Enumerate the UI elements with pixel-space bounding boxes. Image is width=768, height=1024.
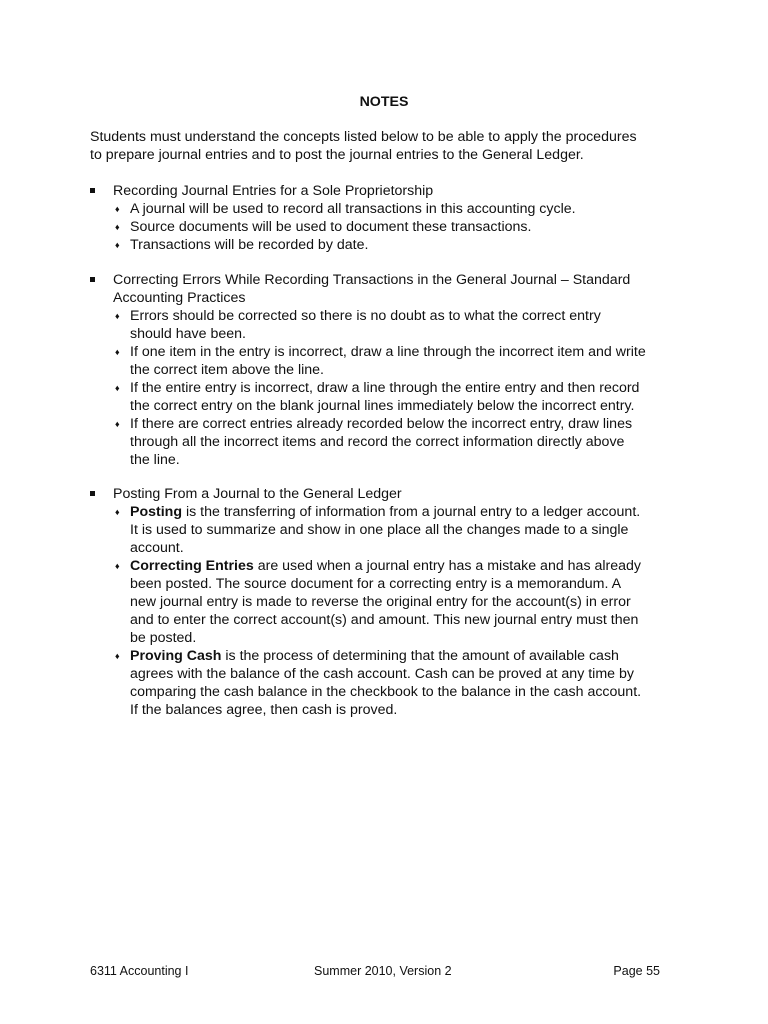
diamond-bullet-icon: ♦: [115, 240, 120, 250]
diamond-bullet-icon: ♦: [115, 651, 120, 661]
diamond-bullet-icon: ♦: [115, 204, 120, 214]
list-item: ♦ A journal will be used to record all transactions in this accounting cycle.: [115, 201, 576, 217]
list-item: ♦ Proving Cash is the process of determining that the amount of available cash agrees with the balance of the cash account. Cash can be proved at any time by comparing the cash balance in the checkbook to the balance in the cash account. If the balances agree, then cash is proved.: [115, 648, 642, 718]
list-item: ♦ Transactions will be recorded by date.: [115, 237, 369, 253]
diamond-bullet-icon: ♦: [115, 222, 120, 232]
term-correcting-entries: Correcting Entries: [130, 558, 254, 574]
list-item: ♦ Posting is the transferring of information from a journal entry to a ledger account. It is used to summarize and show in one place all the changes made to a single account.: [115, 504, 641, 556]
section-heading: Posting From a Journal to the General Ledger: [90, 485, 690, 503]
square-bullet-icon: [90, 188, 95, 193]
diamond-bullet-icon: ♦: [115, 311, 120, 321]
intro-line: Students must understand the concepts listed below to be able to apply the procedures: [90, 129, 637, 145]
list-item: ♦ Errors should be corrected so there is no doubt as to what the correct entry should have been.: [115, 308, 601, 342]
list-item: ♦ Source documents will be used to document these transactions.: [115, 219, 532, 235]
diamond-bullet-icon: ♦: [115, 383, 120, 393]
list-item: ♦ Correcting Entries are used when a journal entry has a mistake and has already been posted. The source document for a correcting entry is a memorandum. A new journal entry is made to reverse the original entry for the account(s) in error and to enter the correct account(s) and amount. This new journal entry must then be posted.: [115, 558, 642, 646]
section-correcting-errors: [90, 271, 690, 469]
square-bullet-icon: [90, 491, 95, 496]
diamond-bullet-icon: ♦: [115, 507, 120, 517]
footer-course: 6311 Accounting I: [90, 964, 189, 978]
page-title: NOTES: [359, 94, 409, 110]
section-posting: [90, 485, 690, 719]
intro-line: to prepare journal entries and to post the journal entries to the General Ledger.: [90, 147, 584, 163]
section-heading: Recording Journal Entries for a Sole Proprietorship: [90, 182, 690, 200]
square-bullet-icon: [90, 277, 95, 282]
diamond-bullet-icon: ♦: [115, 419, 120, 429]
term-posting: Posting: [130, 504, 183, 520]
page-footer: [90, 962, 660, 980]
intro-paragraph: [90, 128, 690, 164]
section-journal-entries: [90, 182, 690, 254]
list-item: ♦ If one item in the entry is incorrect, draw a line through the incorrect item and write the correct item above the line.: [115, 344, 646, 378]
list-item: ♦ If there are correct entries already recorded below the incorrect entry, draw lines through all the incorrect items and record the correct information directly above the line.: [115, 416, 633, 468]
diamond-bullet-icon: ♦: [115, 561, 120, 571]
section-heading: Correcting Errors While Recording Transactions in the General Journal – Standard Accounting Practices: [90, 271, 690, 307]
term-proving-cash: Proving Cash: [130, 648, 222, 664]
list-item: ♦ If the entire entry is incorrect, draw a line through the entire entry and then record the correct entry on the blank journal lines immediately below the incorrect entry.: [115, 380, 640, 414]
footer-page-number: Page 55: [613, 964, 660, 978]
footer-version: Summer 2010, Version 2: [314, 964, 452, 978]
diamond-bullet-icon: ♦: [115, 347, 120, 357]
